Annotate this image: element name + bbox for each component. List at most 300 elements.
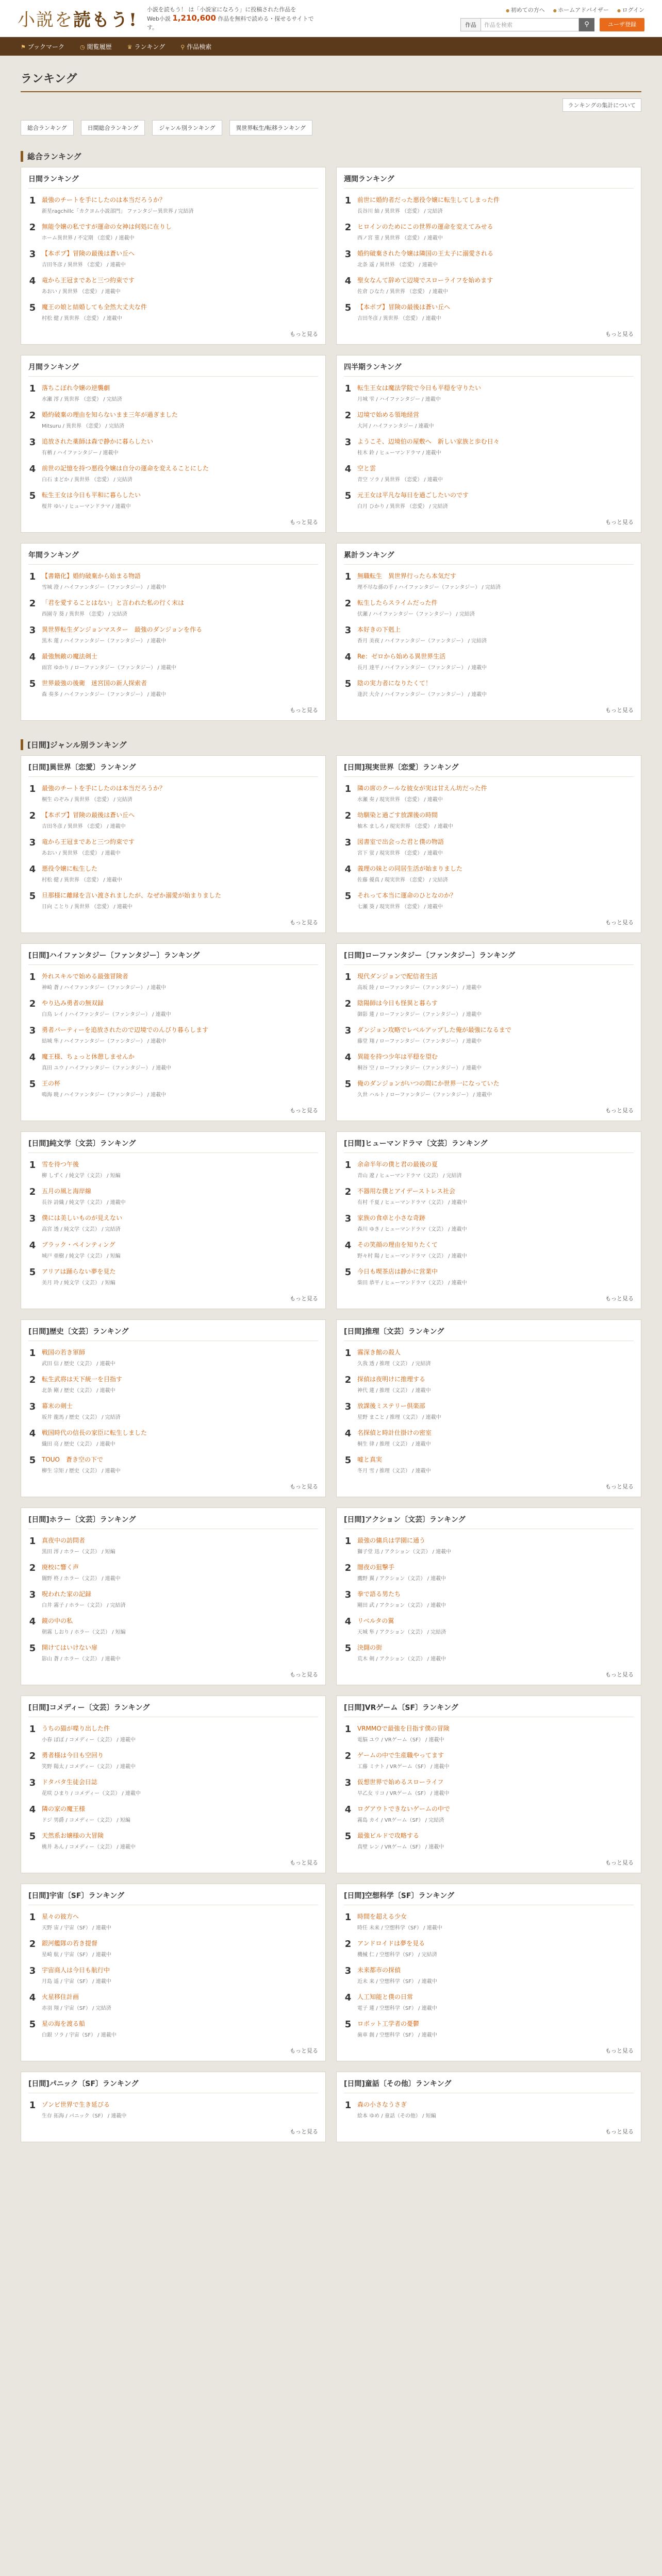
more-link[interactable]: もっと見る [290,1859,318,1866]
work-meta: 冬月 雪 / 推理（文芸） / 連載中 [357,1468,431,1474]
work-meta: 新星ragchillc「カクヨム小説部門」 ファンタジー異世界 / 完結済 [42,209,194,214]
work-title-link[interactable]: 無能令嬢の私ですが運命の女神は何処に在りし [42,223,172,230]
work-meta: 近未 来 / 空想科学（SF） / 連載中 [357,1979,437,1985]
rank-number: 3 [29,1401,36,1412]
work-title-link[interactable]: ブラック・ペインティング [42,1241,115,1248]
ranking-box-title: [日間]ローファンタジー〔ファンタジー〕ランキング [344,950,634,965]
nav-search[interactable] [180,42,211,51]
work-title-link[interactable]: 異世界転生ダンジョンマスター 最強のダンジョンを作る [42,626,203,633]
work-title-link[interactable]: 銀河艦隊の若き提督 [42,1940,98,1947]
work-title-link[interactable]: 呪われた家の記録 [42,1590,92,1598]
ranking-item [344,887,634,914]
work-title-link[interactable]: 探偵は夜明けに推理する [357,1376,426,1383]
work-title-link[interactable]: 開けてはいけない扉 [42,1644,98,1651]
ranking-box-title: 月間ランキング [28,362,318,377]
ranking-item [344,1451,634,1478]
ranking-box [21,167,326,345]
work-title-link[interactable]: 戦国の若き軍師 [42,1349,86,1356]
tagline-rest: 作品を無料で読める・探せるサイトです。 [146,15,314,31]
ranking-item-body [357,491,469,510]
work-title-link[interactable]: 婚約破棄の理由を知らないまま三年が過ぎました [42,411,178,418]
ranking-item-body [42,384,122,402]
ranking-item-body [42,1160,121,1179]
work-meta: 桐生 律 / 推理（文芸） / 連載中 [357,1442,431,1447]
ranking-item-body [357,1966,437,1985]
work-title-link[interactable]: 【本ポプ】冒険の最後は蒼い丘へ [42,811,135,819]
ranking-item-body [42,1832,136,1850]
work-meta: 天野 宙 / 宇宙（SF） / 連載中 [42,1925,111,1931]
ranking-item-body [357,891,456,910]
more-link[interactable]: もっと見る [290,2047,318,2054]
work-title-link[interactable]: 隣の席のクールな彼女が実は甘えん坊だった件 [357,785,487,792]
work-meta: 星野 まこと / 推理（文芸） / 連載中 [357,1415,441,1420]
ranking-item [344,1048,634,1075]
work-title-link[interactable]: 放課後ミステリー倶楽部 [357,1402,425,1410]
search-icon: ⚲ [180,43,185,50]
work-meta: 高宮 透 / 純文学（文芸） / 完結済 [42,1227,121,1232]
rank-number: 5 [29,302,36,313]
work-title-link[interactable]: 俺のダンジョンがいつの間にか世界一になっていた [357,1080,500,1087]
work-meta: 花咲 ひまり / コメディー（文芸） / 連載中 [42,1791,141,1797]
more-link[interactable]: もっと見る [290,707,318,714]
work-title-link[interactable]: 今日も喫茶店は静かに営業中 [357,1268,438,1275]
ranking-item [28,1586,318,1613]
ranking-item-body [357,1993,437,2011]
work-title-link[interactable]: アリアは踊らない夢を見た [42,1268,116,1275]
work-title-link[interactable]: 異能を持つ少年は平穏を望む [357,1053,438,1060]
ranking-item [28,995,318,1022]
work-meta: 香月 美夜 / ハイファンタジー（ファンタジー） / 完結済 [357,638,487,644]
header-link-login[interactable]: ● ログイン [617,6,644,14]
more-link[interactable]: もっと見る [605,2128,634,2135]
work-meta: 桐生 のぞみ / 異世界 （恋愛） / 完結済 [42,797,133,803]
work-title-link[interactable]: 図書室で出会った君と僕の物語 [357,838,444,845]
ranking-item-body [42,1187,126,1206]
work-title-link[interactable]: 前世に婚約者だった悪役令嬢に転生してしまった件 [357,196,500,204]
work-title-link[interactable]: 僕には美しいものが見えない [42,1214,123,1222]
ranking-item-body [357,223,493,241]
work-meta: 美月 玲 / 純文学（文芸） / 短編 [42,1280,115,1286]
ranking-item-body [42,1912,111,1931]
ranking-box-title: [日間]コメディー〔文芸〕ランキング [28,1702,318,1717]
ranking-item-body [357,1751,450,1770]
ranking-item-body [357,1643,446,1662]
work-title-link[interactable]: 前世の記憶を持つ悪役令嬢は自分の運命を変えることにした [42,465,209,472]
work-title-link[interactable]: 最強の傭兵は学園に通う [357,1537,426,1544]
ranking-item [28,1639,318,1666]
ranking-item [28,834,318,860]
rank-number: 4 [29,1804,36,1815]
work-meta: 有栖 / ハイファンタジー / 連載中 [42,450,119,456]
rank-number: 2 [344,222,352,233]
work-title-link[interactable]: 聖女なんて辞めて辺境でスローライフを始めます [357,277,493,284]
work-title-link[interactable]: 闇夜の狙撃手 [357,1564,395,1571]
header-link-beginner[interactable]: ● 初めての方へ [506,6,545,14]
work-title-link[interactable]: 転生王女は今日も平和に暮らしたい [42,492,141,499]
ranking-item [28,780,318,807]
work-title-link[interactable]: 幼馴染と過ごす放課後の時間 [357,811,438,819]
rank-number: 5 [344,490,352,501]
ranking-item [344,272,634,299]
rank-number: 4 [29,1992,36,2003]
more-link[interactable]: もっと見る [605,1295,634,1302]
rank-number: 5 [344,1643,352,1654]
ranking-item-body [357,437,500,456]
ranking-box-title: [日間]歴史〔文芸〕ランキング [28,1326,318,1341]
work-title-link[interactable]: 家族の食卓と小さな奇跡 [357,1214,426,1222]
work-title-link[interactable]: 無職転生 異世界行ったら本気だす [357,572,457,580]
work-title-link[interactable]: 陰陽師は今日も怪異と暮らす [357,999,438,1007]
work-meta: 森川 ゆき / ヒューマンドラマ（文芸） / 連載中 [357,1227,467,1232]
rank-number: 4 [344,1240,352,1251]
work-title-link[interactable]: 戦国時代の信長の家臣に転生しました [42,1429,147,1436]
work-title-link[interactable]: ロボット工学者の憂鬱 [357,2020,420,2027]
tab-daily-overall[interactable]: 日間総合ランキング [81,120,145,135]
ranking-item-body [357,1160,462,1179]
work-title-link[interactable]: その笑顔の理由を知りたくて [357,1241,438,1248]
work-title-link[interactable]: 転生王女は魔法学院で今日も平穏を守りたい [357,384,482,392]
work-meta: 佐倉 ひなた / 異世界 （恋愛） / 連載中 [357,289,448,295]
work-meta: 吉田冬彦 / 異世界 （恋愛） / 連載中 [42,824,126,829]
work-title-link[interactable]: 星々の彼方へ [42,1913,79,1920]
work-title-link[interactable]: 天然系お嬢様の大冒険 [42,1832,104,1839]
ranking-item [28,1559,318,1586]
ranking-item [344,780,634,807]
work-title-link[interactable]: ドタバタ生徒会日誌 [42,1778,97,1786]
work-meta: 歯車 創 / 空想科学（SF） / 連載中 [357,2032,437,2038]
ranking-item [28,1371,318,1398]
ranking-box [336,2072,641,2142]
work-title-link[interactable]: 勇者パーティーを追放されたので辺境でのんびり暮らします [42,1026,209,1033]
work-title-link[interactable]: 空と雲 [357,465,376,472]
ranking-item [344,1532,634,1559]
more-link[interactable]: もっと見る [290,1671,318,1678]
ranking-item [344,1236,634,1263]
ranking-item [28,1398,318,1425]
ranking-item [344,648,634,675]
work-title-link[interactable]: ログアウトできないゲームの中で [357,1805,451,1812]
ranking-item-body [357,572,501,590]
ranking-item-body [42,303,147,321]
ranking-item [344,1720,634,1747]
ranking-item-body [357,1805,450,1823]
work-title-link[interactable]: 義理の妹との同居生活が始まりました [357,865,463,872]
work-meta: 青山 遼 / ヒューマンドラマ（文芸） / 完結済 [357,1173,462,1179]
work-title-link[interactable]: 追放された薬師は森で静かに暮らしたい [42,438,154,445]
work-title-link[interactable]: 五月の風と海岸線 [42,1188,92,1195]
rank-number: 2 [29,1375,36,1385]
more-link[interactable]: もっと見る [605,707,634,714]
more-link[interactable]: もっと見る [605,519,634,526]
work-meta: 北条 剛 / 歴史（文芸） / 連載中 [42,1388,115,1394]
ranking-item [28,1048,318,1075]
work-meta: 吉田冬彦 / 異世界 （恋愛） / 連載中 [357,316,441,321]
ranking-item-body [42,1643,121,1662]
ranking-item-body [357,1053,482,1071]
ranking-box [21,755,326,933]
work-title-link[interactable]: ゾンビ世界で生き延びる [42,2101,110,2108]
work-meta: 西ノ宮 菫 / 異世界 （恋愛） / 連載中 [357,235,443,241]
ranking-box [336,355,641,533]
work-title-link[interactable]: 最強のチートを手にしたのは本当だろうか？ [42,196,166,204]
work-title-link[interactable]: 現代ダンジョンで配信者生活 [357,973,438,980]
work-title-link[interactable]: 鏡の中の私 [42,1617,73,1624]
work-title-link[interactable]: TOUO 蒼き空の下で [42,1456,104,1463]
work-title-link[interactable]: アンドロイドは夢を見る [357,1940,425,1947]
ranking-item [344,1747,634,1774]
work-meta: 久我 透 / 推理（文芸） / 完結済 [357,1361,431,1367]
nav-label: 作品検索 [187,43,212,50]
ranking-item-body [42,1241,121,1259]
ranking-item [344,1613,634,1639]
work-title-link[interactable]: VRMMOで最強を目指す僕の冒険 [357,1725,450,1732]
work-meta: 神代 蓮 / 推理（文芸） / 連載中 [357,1388,431,1394]
work-meta: 雪城 澄 / ハイファンタジー（ファンタジー） / 連載中 [42,585,167,590]
work-title-link[interactable]: 星の海を渡る船 [42,2020,86,2027]
work-title-link[interactable]: 火星移住計画 [42,1993,79,2001]
work-title-link[interactable]: 最強ビルドで攻略する [357,1832,420,1839]
more-link[interactable]: もっと見る [605,2047,634,2054]
work-meta: 結城 隼 / ハイファンタジー（ファンタジー） / 連載中 [42,1039,167,1044]
site-logo[interactable] [18,6,138,31]
ranking-item [344,487,634,514]
work-title-link[interactable]: 勇者様は今日も空回り [42,1752,104,1759]
work-meta: 宮下 蛍 / 現実世界 （恋愛） / 連載中 [357,851,443,856]
ranking-item [28,1532,318,1559]
ranking-item-body [42,1993,111,2011]
rank-number: 2 [29,810,36,821]
search-input[interactable]: 作品を検索 [481,18,579,31]
work-title-link[interactable]: 廃校に響く声 [42,1564,79,1571]
ranking-box [21,1319,326,1497]
work-title-link[interactable]: 本好きの下剋上 [357,626,401,633]
rank-number: 5 [344,2019,352,2030]
work-title-link[interactable]: 婚約破棄された令嬢は隣国の王太子に溺愛される [357,250,494,257]
ranking-item [344,1398,634,1425]
work-meta: 機械 仁 / 空想科学（SF） / 完結済 [357,1952,437,1958]
ranking-box [21,355,326,533]
ranking-item [28,1022,318,1048]
rank-number: 3 [344,1401,352,1412]
work-meta: 柳生 宗矩 / 歴史（文芸） / 連載中 [42,1468,121,1474]
ranking-item [28,648,318,675]
work-title-link[interactable]: 仮想世界で始めるスローライフ [357,1778,444,1786]
ranking-item-body [42,1536,115,1555]
work-title-link[interactable]: 辺境で始める領地経営 [357,411,420,418]
work-title-link[interactable]: 転生したらスライムだった件 [357,599,438,606]
ranking-item-body [42,599,184,617]
ranking-box-title: [日間]現実世界〔恋愛〕ランキング [344,762,634,777]
work-title-link[interactable]: 世界最強の後衛 迷宮国の新人探索者 [42,680,147,687]
work-meta: 赤羽 翔 / 宇宙（SF） / 完結済 [42,2006,111,2011]
rank-number: 5 [29,490,36,501]
ranking-item-body [42,784,166,803]
rank-number: 3 [29,1213,36,1224]
ranking-item [344,1559,634,1586]
work-title-link[interactable]: リベルタの翼 [357,1617,394,1624]
work-title-link[interactable]: Re：ゼロから始める異世界生活 [357,653,446,660]
search-type-select[interactable]: 作品 [460,18,481,31]
more-link[interactable]: もっと見る [290,919,318,926]
work-meta: 大河 / ハイファンタジー / 連載中 [357,423,434,429]
work-meta: 村松 健 / 異世界 （恋愛） / 連載中 [42,316,122,321]
work-title-link[interactable]: 決闘の街 [357,1644,383,1651]
tab-isekai[interactable]: 異世界転生/転移ランキング [229,120,312,135]
rank-number: 1 [29,972,36,982]
ranking-box-title: [日間]異世界〔恋愛〕ランキング [28,762,318,777]
nav-bookmark[interactable] [21,42,64,51]
rank-number: 2 [29,222,36,233]
tab-genre[interactable]: ジャンル別ランキング [152,120,222,135]
ranking-item-body [42,1966,111,1985]
work-title-link[interactable]: ようこそ、辺境伯の屋敷へ 新しい家族と歩む日々 [357,438,500,445]
more-link[interactable]: もっと見る [290,1107,318,1114]
main-nav [0,37,662,56]
work-title-link[interactable]: 名探偵と時計仕掛けの密室 [357,1429,432,1436]
work-title-link[interactable]: やり込み勇者の無双録 [42,999,104,1007]
ranking-item [28,1425,318,1451]
work-meta: 鷹野 翼 / アクション（文芸） / 連載中 [357,1576,446,1582]
main-content [21,56,641,2142]
work-meta: 早乙女 リコ / VRゲーム（SF） / 連載中 [357,1791,450,1797]
more-link[interactable]: もっと見る [605,1483,634,1490]
work-title-link[interactable]: 嘘と真実 [357,1456,383,1463]
work-title-link[interactable]: 【本ポプ】冒険の最後は蒼い丘へ [357,303,451,311]
work-title-link[interactable]: 時間を超える少女 [357,1913,407,1920]
work-title-link[interactable]: 王の杯 [42,1080,61,1087]
work-title-link[interactable]: 元王女は平凡な毎日を過ごしたいのです [357,492,469,499]
rank-number: 3 [344,837,352,848]
work-meta: 雨宮 ゆかり / ローファンタジー（ファンタジー） / 連載中 [42,665,176,671]
rank-number: 2 [344,998,352,1009]
ranking-item-body [42,223,172,241]
work-meta: 柚木 ましろ / 現実世界 （恋愛） / 連載中 [357,824,453,829]
work-title-link[interactable]: 隣の家の魔王様 [42,1805,86,1812]
ranking-item [28,460,318,487]
genre-section-heading: [日間]ジャンル別ランキング [21,739,641,750]
work-title-link[interactable]: 拳で語る男たち [357,1590,401,1598]
work-title-link[interactable]: 人工知能と僕の日常 [357,1993,413,2001]
ranking-box-title: [日間]純文学〔文芸〕ランキング [28,1138,318,1153]
more-link[interactable]: もっと見る [290,519,318,526]
ranking-item [28,1774,318,1801]
work-title-link[interactable]: 真夜中の訪問者 [42,1537,86,1544]
ranking-item [28,1720,318,1747]
work-title-link[interactable]: ゲームの中で生産職やってます [357,1752,444,1759]
work-title-link[interactable]: 転生武将は天下統一を目指す [42,1376,123,1383]
work-meta: 月島 遥 / 宇宙（SF） / 連載中 [42,1979,111,1985]
work-title-link[interactable]: ダンジョン攻略でレベルアップした俺が最強になるまで [357,1026,511,1033]
ranking-item-body [42,1590,126,1608]
ranking-box-title: [日間]VRゲーム〔SF〕ランキング [344,1702,634,1717]
ranking-box-title: [日間]アクション〔文芸〕ランキング [344,1514,634,1529]
work-title-link[interactable]: 幕末の剣士 [42,1402,73,1410]
work-title-link[interactable]: うちの猫が喋り出した件 [42,1725,110,1732]
ranking-item [28,380,318,406]
register-button[interactable]: ユーザ登録 [600,18,644,31]
work-title-link[interactable]: 森の小さなうさぎ [357,2101,407,2108]
ranking-guide-link[interactable]: ランキングの集計について [562,98,641,112]
search-button[interactable] [579,18,594,31]
work-title-link[interactable]: 落ちこぼれ令嬢の逆襲劇 [42,384,110,392]
ranking-item-body [357,652,487,671]
rank-number: 4 [29,276,36,286]
work-title-link[interactable]: 悪役令嬢に転生した [42,865,98,872]
work-title-link[interactable]: 雪を待つ午後 [42,1161,79,1168]
more-link[interactable]: もっと見る [605,331,634,337]
ranking-item [344,299,634,326]
tab-overall[interactable]: 総合ランキング [21,120,74,135]
work-title-link[interactable]: 魔王の娘と結婚しても全然大丈夫な件 [42,303,147,311]
ranking-item [344,1989,634,2015]
rank-number: 4 [29,1052,36,1063]
rank-number: 2 [29,1187,36,1197]
nav-ranking[interactable] [127,42,166,51]
ranking-item-body [357,1214,467,1232]
more-link[interactable]: もっと見る [290,331,318,337]
work-title-link[interactable]: 最強無敵の魔法剣士 [42,653,98,660]
work-title-link[interactable]: 【書籍化】婚約破棄から始まる物語 [42,572,141,580]
work-title-link[interactable]: 余命半年の僕と君の最後の夏 [357,1161,438,1168]
work-title-link[interactable]: 外れスキルで始める最強冒険者 [42,973,128,980]
ranking-box-title: [日間]ハイファンタジー〔ファンタジー〕ランキング [28,950,318,965]
rank-number: 2 [344,1751,352,1761]
work-meta: 西園寺 葵 / 異世界 （恋愛） / 完結済 [42,612,127,617]
ranking-item [28,192,318,218]
work-title-link[interactable]: 陰の実力者になりたくて！ [357,680,432,687]
more-link[interactable]: もっと見る [605,1859,634,1866]
work-title-link[interactable]: 最強のチートを手にしたのは本当だろうか？ [42,785,166,792]
work-meta: 獅子堂 迅 / アクション（文芸） / 連載中 [357,1549,452,1555]
work-title-link[interactable]: それって本当に運命のひとなのか？ [357,892,457,899]
more-link[interactable]: もっと見る [605,1107,634,1114]
nav-history[interactable] [80,42,112,51]
work-meta: 森 奏多 / ハイファンタジー（ファンタジー） / 連載中 [42,692,167,698]
work-title-link[interactable]: 「君を愛することはない」と言われた私の行く末は [42,599,185,606]
more-link[interactable]: もっと見る [290,1295,318,1302]
work-title-link[interactable]: 竜から王冠まであと三つ約束です [42,277,135,284]
work-title-link[interactable]: 【本ポプ】冒険の最後は蒼い丘へ [42,250,135,257]
work-meta: 白月 ひかり / 異世界 （恋愛） / 完結済 [357,504,448,510]
ranking-item [344,245,634,272]
work-meta: 白銀 ソラ / 宇宙（SF） / 連載中 [42,2032,117,2038]
more-link[interactable]: もっと見る [605,919,634,926]
work-meta: 小春 ぽぽ / コメディー（文芸） / 連載中 [42,1737,136,1743]
header-link-advisor[interactable]: ● ホームアドバイザー [553,6,609,14]
ranking-box [21,1131,326,1309]
work-meta: 佐藤 優真 / 現実世界 （恋愛） / 完結済 [357,877,448,883]
work-title-link[interactable]: 魔王様、ちょっと休憩しませんか [42,1053,135,1060]
work-title-link[interactable]: 旦那様に離縁を言い渡されましたが、なぜか溺愛が始まりました [42,892,222,899]
work-meta: 電脳 ユウ / VRゲーム（SF） / 連載中 [357,1737,444,1743]
work-meta: 城戸 亜樹 / 純文学（文芸） / 短編 [42,1253,121,1259]
more-link[interactable]: もっと見る [605,1671,634,1678]
more-link[interactable]: もっと見る [290,2128,318,2135]
work-title-link[interactable]: 宇宙商人は今日も航行中 [42,1967,110,1974]
rank-number: 5 [29,2019,36,2030]
work-title-link[interactable]: ヒロインのためにこの世界の運命を変えてみせる [357,223,493,230]
rank-number: 2 [29,598,36,609]
work-title-link[interactable]: 竜から王冠まであと三つ約束です [42,838,135,845]
ranking-item-body [357,1267,467,1286]
work-title-link[interactable]: 不器用な僕とアイデーストレス社会 [357,1188,455,1195]
nav-label: 閲覧履歴 [87,43,112,50]
work-title-link[interactable]: 未来都市の探偵 [357,1967,401,1974]
ranking-item [344,675,634,702]
work-meta: 吉田冬彦 / 異世界 （恋愛） / 連載中 [42,262,126,268]
more-link[interactable]: もっと見る [290,1483,318,1490]
work-title-link[interactable]: 霧深き館の殺人 [357,1349,401,1356]
